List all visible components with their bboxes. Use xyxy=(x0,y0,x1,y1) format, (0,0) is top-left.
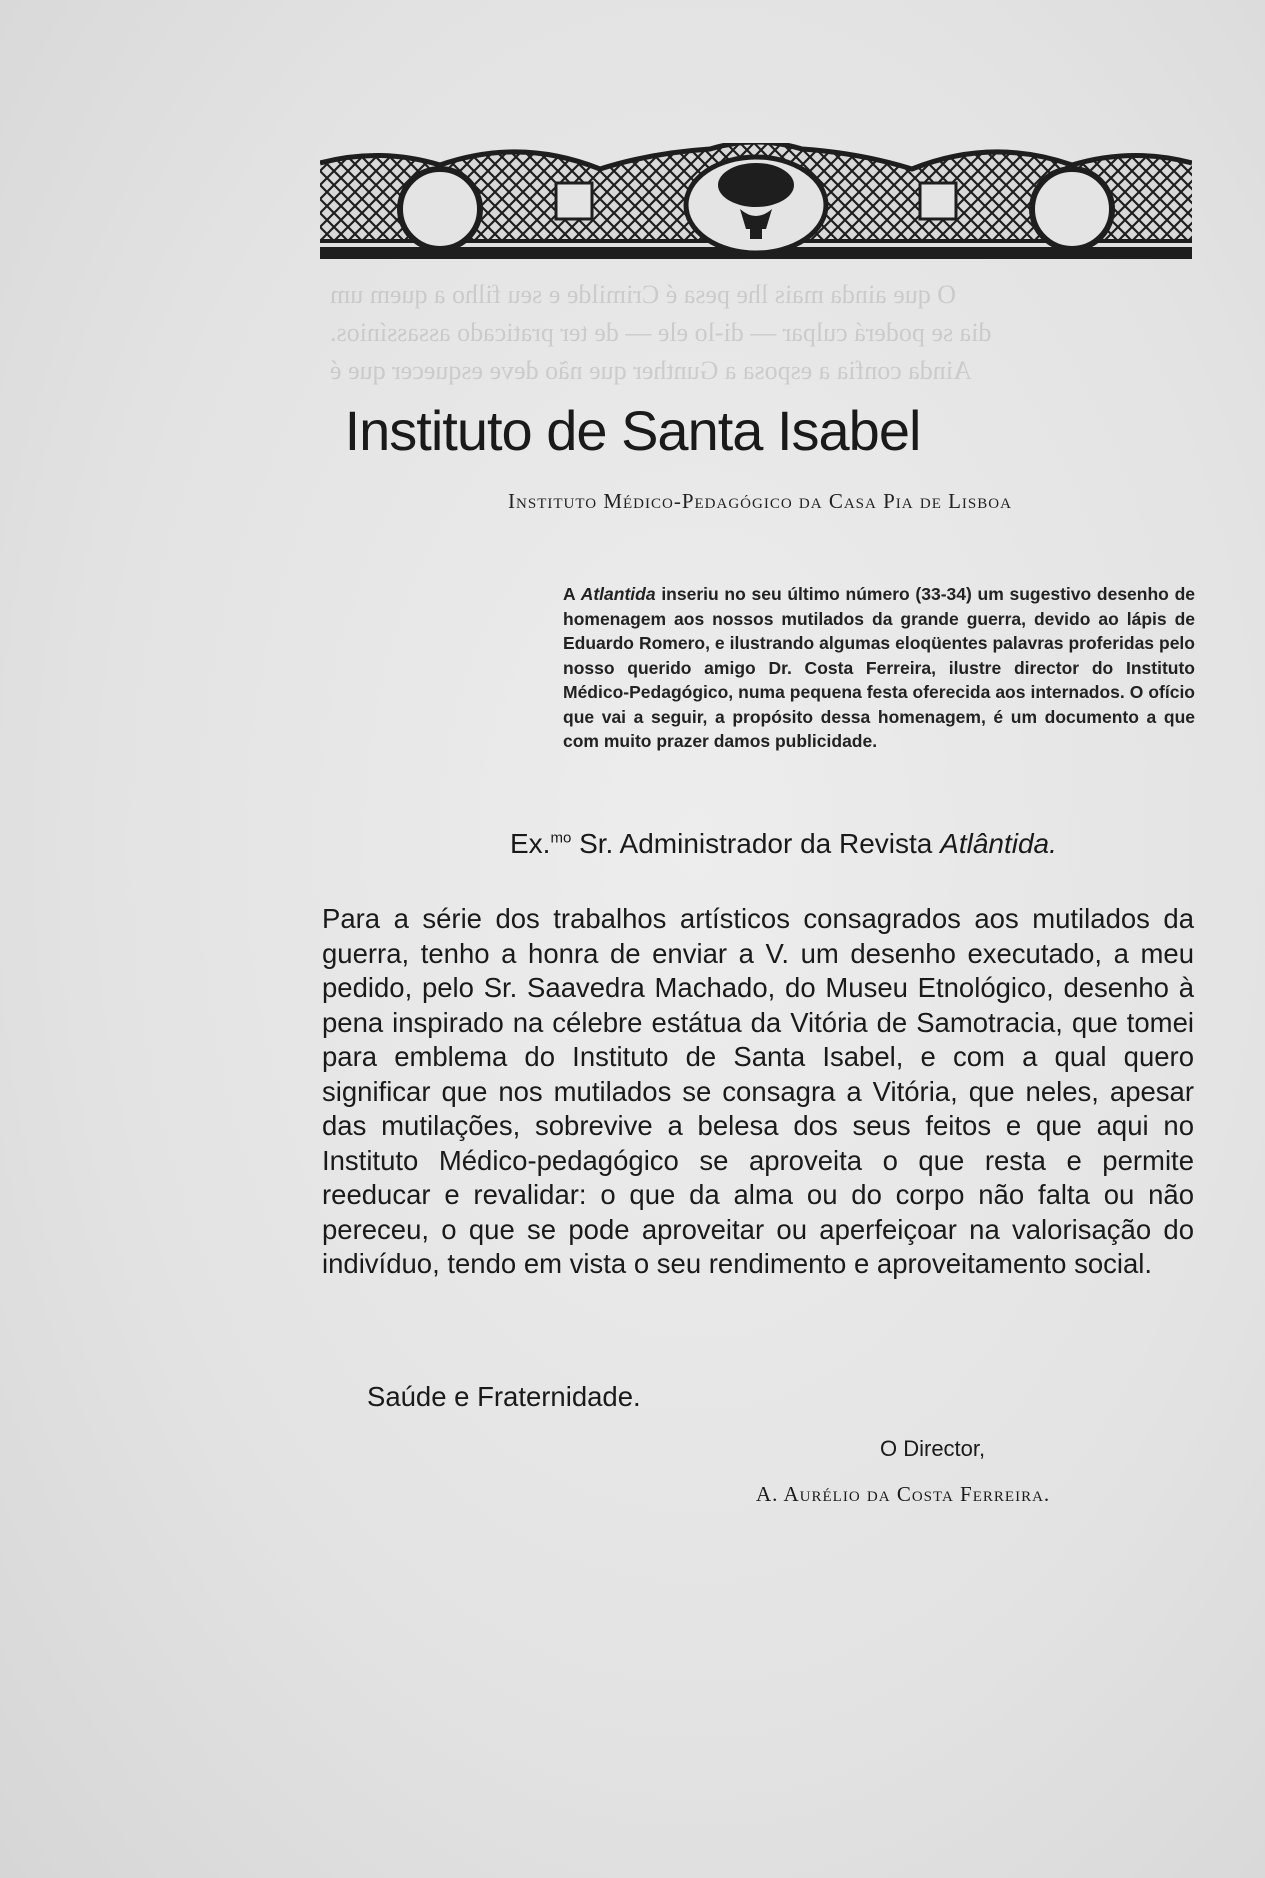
ornamental-header xyxy=(320,143,1192,259)
bleed-through-text: dia se poderá culpar — di-lo ele — de ter praticado assassínios. xyxy=(330,318,992,347)
letter-signoff: O Director, xyxy=(880,1436,986,1461)
intro-lead: A xyxy=(563,584,575,604)
intro-paragraph xyxy=(563,582,1195,754)
page-subtitle: Instituto Médico-Pedagógico da Casa Pia de Lisboa xyxy=(508,489,1012,513)
bleed-through-text: Ainda confia a esposa a Gunther que não deve esquecer que é xyxy=(330,356,972,385)
letter-body: Para a série dos trabalhos artísticos consagrados aos mutilados da guerra, tenho a honra de enviar a V. um desenho executado, a meu pedido, pelo Sr. Saavedra Machado, do Museu Etnológico, desenho à pena inspirado na célebre estátua da Vitória de Samotracia, que tomei para emblema do Instituto de Santa Isabel, e com a qual quero significar que nos mutilados se consagra a Vitória, que neles, apesar das mutilações, sobrevive a belesa dos seus feitos e que aqui no Instituto Médico-pedagógico se aproveita o que resta e permite reeducar e revalidar: o que da alma ou do corpo não falta ou não pereceu, o que se pode aproveitar ou aperfeiçoar na valorisação do indivíduo, tendo em vista o seu rendimento e aproveitamento social. xyxy=(322,903,1194,1279)
bleed-through-text: O que ainda mais lhe pesa é Crimilde e seu filho a quem um xyxy=(330,280,956,309)
letter-salutation xyxy=(510,828,1057,860)
salutation-publication: Atlântida. xyxy=(940,828,1057,859)
page-title: Instituto de Santa Isabel xyxy=(344,399,921,462)
publication-name: Atlantida xyxy=(580,584,656,604)
salutation-prefix: Ex. xyxy=(510,828,551,859)
salutation-main: Sr. Administrador da Revista xyxy=(571,828,941,859)
salutation-superscript: mo xyxy=(550,829,572,847)
letter-closing: Saúde e Fraternidade. xyxy=(367,1381,641,1412)
intro-text: inseriu no seu último número (33-34) um sugestivo desenho de homenagem aos nossos mutilados da grande guerra, devido ao lápis de Eduardo Romero, e ilustrando algumas eloqüentes palavras proferidas pelo nosso querido amigo Dr. Costa Ferreira, ilustre director do Instituto Médico-Pedagógico, numa pequena festa oferecida aos internados. O ofício que vai a seguir, a propósito dessa homenagem, é um documento a que com muito prazer damos publicidade. xyxy=(563,584,1195,751)
letter-signer: A. Aurélio da Costa Ferreira. xyxy=(756,1482,1051,1506)
